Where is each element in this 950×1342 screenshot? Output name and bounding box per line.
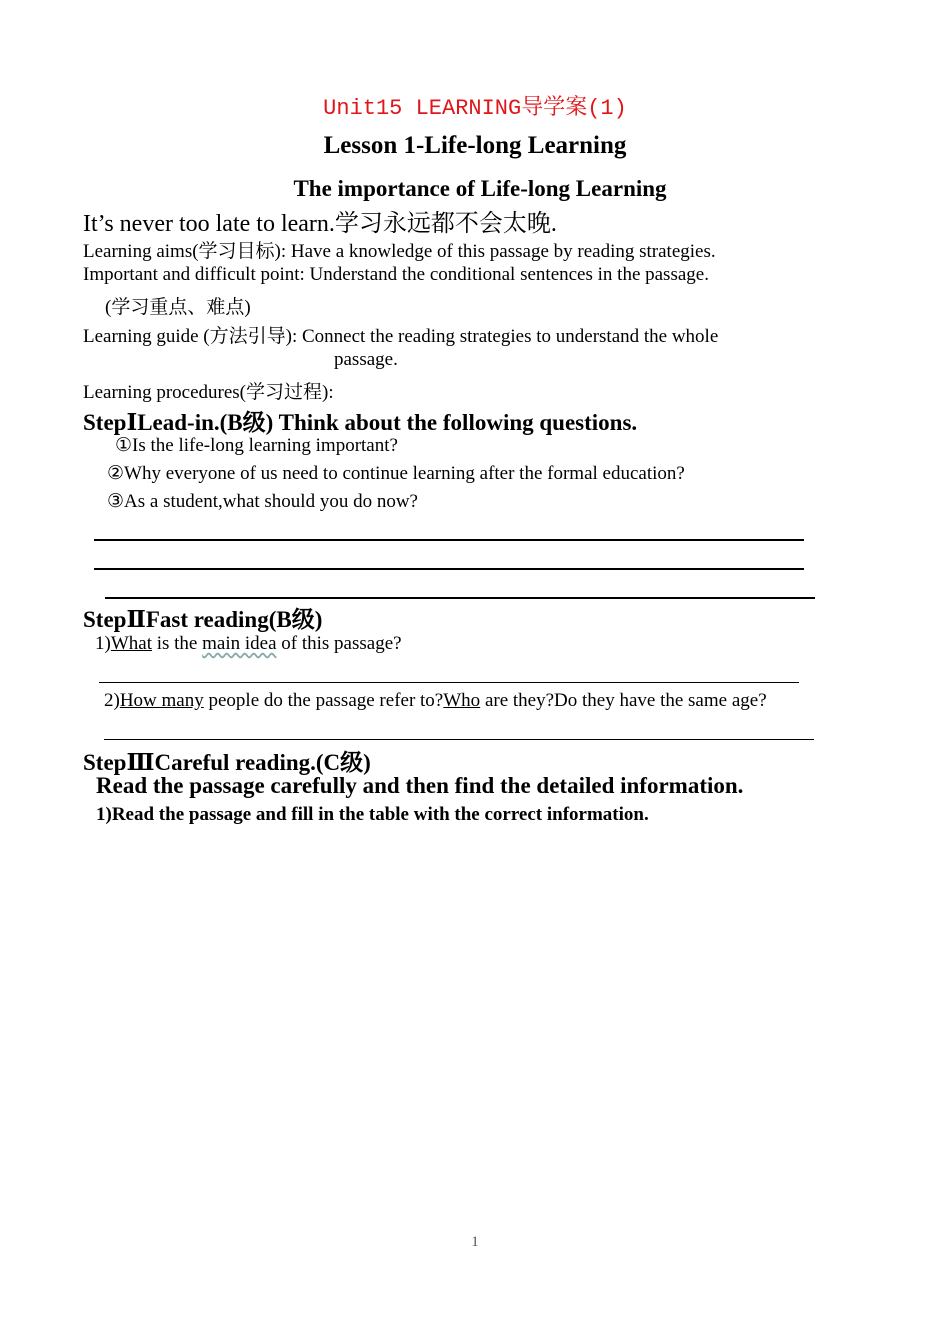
step1-question-2: ②Why everyone of us need to continue learning after the formal education? [107, 463, 685, 484]
learning-guide-cont: passage. [334, 349, 398, 370]
motto: It’s never too late to learn.学习永远都不会太晚. [83, 211, 557, 237]
step2-question-2 [104, 690, 767, 712]
answer-line-3[interactable] [105, 597, 815, 599]
step2-heading: StepⅡFast reading(B级) [83, 607, 323, 632]
page-number: 1 [471, 1234, 479, 1250]
answer-line-1[interactable] [94, 539, 804, 541]
answer-line-2[interactable] [94, 568, 804, 570]
q1-mid: is the [151, 633, 203, 654]
answer-line-5[interactable] [104, 739, 814, 740]
learning-procedures: Learning procedures(学习过程): [83, 382, 334, 403]
q2-mid: people do the passage refer to? [203, 690, 444, 711]
learning-guide: Learning guide (方法引导): Connect the reading strategies to understand the whole [83, 326, 719, 347]
step1-question-1: ①Is the life-long learning important? [115, 435, 398, 456]
q2-how-many: How many [119, 690, 204, 711]
key-points-cn: (学习重点、难点) [105, 297, 251, 318]
q1-main-idea: main idea [202, 633, 277, 654]
lesson-title: Lesson 1-Life-long Learning [323, 132, 627, 159]
q2-suffix: are they?Do they have the same age? [480, 690, 767, 711]
step2-question-1 [95, 633, 402, 655]
step3-instruction: Read the passage carefully and then find the detailed information. [96, 773, 744, 798]
step1-heading: StepⅠLead-in.(B级) Think about the following questions. [83, 410, 638, 435]
step1-question-3: ③As a student,what should you do now? [107, 491, 418, 512]
q2-prefix: 2) [104, 690, 120, 711]
q1-what: What [110, 633, 152, 654]
step3-heading: StepⅢCareful reading.(C级) [83, 750, 371, 775]
step3-task-1: 1)Read the passage and fill in the table with the correct information. [96, 804, 649, 825]
q2-who: Who [443, 690, 481, 711]
q1-prefix: 1) [95, 633, 111, 654]
key-points: Important and difficult point: Understand the conditional sentences in the passage. [83, 264, 709, 285]
learning-aims: Learning aims(学习目标): Have a knowledge of this passage by reading strategies. [83, 241, 716, 262]
answer-line-4[interactable] [99, 682, 799, 683]
doc-title: Unit15 LEARNING导学案(1) [323, 96, 627, 121]
q1-suffix: of this passage? [276, 633, 402, 654]
passage-title: The importance of Life-long Learning [293, 176, 667, 201]
